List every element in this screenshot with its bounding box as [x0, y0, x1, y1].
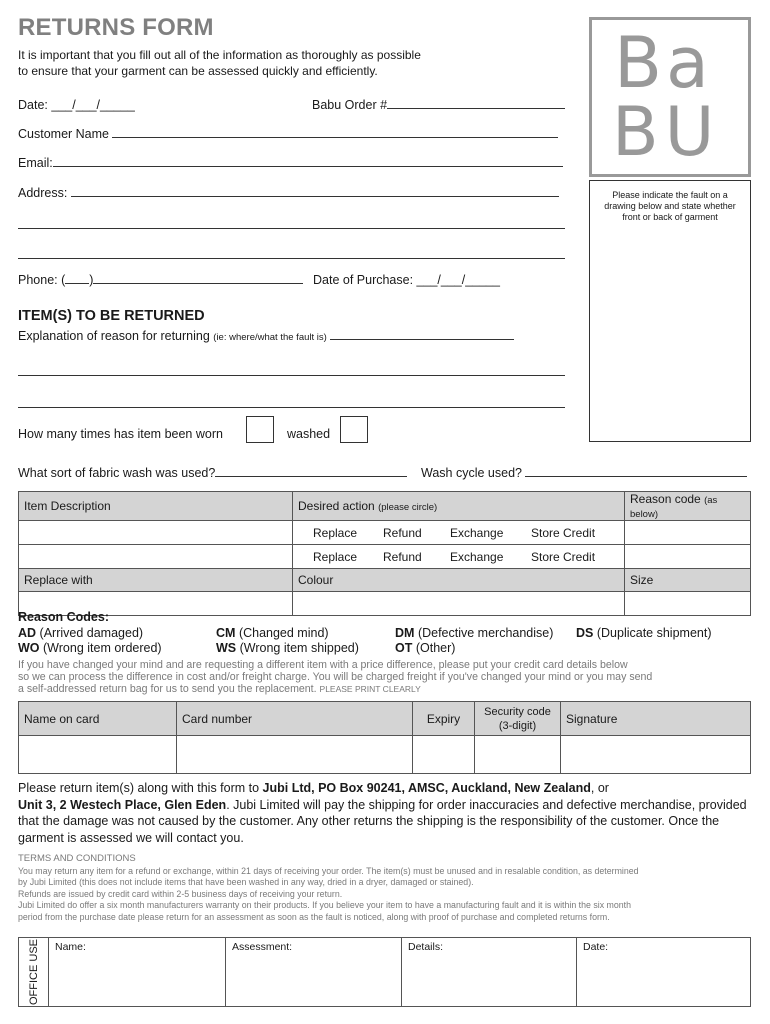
office-details-cell[interactable] [402, 938, 577, 1006]
note-line-3: a self-addressed return bag for us to send you the replacement. [18, 683, 317, 696]
item-description-header: Item Description [19, 492, 293, 521]
date-label: Date: [18, 98, 48, 112]
email-line[interactable] [53, 156, 563, 167]
fabric-wash-line[interactable] [215, 466, 407, 477]
action-exchange[interactable]: Exchange [450, 549, 504, 564]
address-label: Address: [18, 186, 68, 200]
card-table [18, 701, 751, 774]
code-ds: DS (Duplicate shipment) [576, 625, 712, 640]
logo-line-2: BU [612, 93, 721, 172]
office-use-label: OFFICE USE [28, 938, 40, 1006]
wash-cycle-field[interactable] [421, 466, 747, 480]
address-line-3[interactable] [18, 258, 565, 259]
office-assessment-cell[interactable] [226, 938, 402, 1006]
action-refund[interactable]: Refund [383, 525, 422, 540]
office-assessment-label: Assessment: [232, 941, 293, 953]
size-header: Size [625, 569, 751, 592]
reason-codes [18, 610, 758, 696]
reason-line-1[interactable] [330, 329, 514, 340]
purchase-date-format: ___/___/_____ [416, 273, 500, 287]
customer-name-field[interactable] [18, 127, 558, 141]
card-number-cell[interactable] [177, 736, 413, 774]
terms-line-5: period from the purchase date please return for an assessment as soon as the fault is noticed, along with proof of purchase and completed returns form. [18, 911, 610, 922]
terms-title: TERMS AND CONDITIONS [18, 853, 136, 864]
note-line-1: If you have changed your mind and are requesting a different item with a price difference, please put your credit card details below [18, 658, 628, 671]
action-store-credit[interactable]: Store Credit [531, 549, 596, 564]
reason-field[interactable] [18, 329, 514, 343]
date-field[interactable] [18, 98, 135, 112]
office-date-label: Date: [583, 941, 609, 953]
wash-cycle-line[interactable] [525, 466, 747, 477]
code-ws: WS (Wrong item shipped) [216, 641, 359, 655]
worn-count-box[interactable] [246, 416, 274, 443]
name-on-card-cell[interactable] [19, 736, 177, 774]
table-row [19, 736, 751, 774]
intro-line-1: It is important that you fill out all of the information as thoroughly as possible [18, 48, 421, 62]
reason-line-3[interactable] [18, 407, 565, 408]
reason-hint: (ie: where/what the fault is) [213, 332, 327, 343]
reason-code-list [18, 626, 758, 657]
brand-logo [589, 17, 751, 177]
terms-line-1: You may return any item for a refund or exchange, within 21 days of receiving your order. The item(s) must be unused and in resalable condition, as determined [18, 865, 639, 876]
code-ot: OT (Other) [395, 641, 456, 655]
purchase-date-field[interactable] [313, 273, 500, 287]
terms-line-3: Refunds are issued by credit card within 2-5 business days of receiving your return. [18, 888, 343, 899]
card-number-header: Card number [177, 702, 413, 736]
return-instructions [18, 780, 758, 846]
reason-code-cell[interactable] [625, 521, 751, 545]
print-clearly: PLEASE PRINT CLEARLY [319, 684, 421, 695]
action-store-credit[interactable]: Store Credit [531, 525, 596, 540]
note-line-2: so we can process the difference in cost and/or freight charge. You will be charged freight if you've changed your mind or you may send [18, 670, 653, 683]
security-code-label: Security code [484, 705, 551, 718]
item-description-cell[interactable] [19, 521, 293, 545]
action-options [293, 545, 625, 569]
fault-instructions: Please indicate the fault on a drawing below and state whether front or back of garment [604, 190, 736, 222]
washed-label: washed [287, 427, 331, 441]
security-code-hint: (3-digit) [498, 719, 537, 732]
replace-with-header: Replace with [19, 569, 293, 592]
reason-code-cell[interactable] [625, 545, 751, 569]
code-wo: WO (Wrong item ordered) [18, 641, 162, 655]
order-label: Babu Order # [312, 98, 388, 112]
office-details-label: Details: [408, 941, 444, 953]
phone-line[interactable] [93, 273, 303, 284]
reason-code-header [625, 492, 751, 521]
order-number-field[interactable] [312, 98, 565, 112]
item-table [18, 491, 751, 616]
email-field[interactable] [18, 156, 563, 170]
reason-line-2[interactable] [18, 375, 565, 376]
terms-and-conditions [18, 853, 753, 924]
return-text-3: . Jubi Limited will pay the shipping for order inaccuracies and defective merchandise, provided that the damage was not caused by the customer. Any other returns the shipping is the responsibility of the customer. Once the garment is assessed we will contact you. [18, 797, 747, 845]
page-title: RETURNS FORM [18, 14, 214, 41]
purchase-date-label: Date of Purchase: [313, 273, 414, 287]
intro-text [18, 47, 458, 79]
table-row [19, 521, 751, 545]
office-use-box [18, 937, 751, 1007]
action-replace[interactable]: Replace [313, 549, 358, 564]
signature-cell[interactable] [561, 736, 751, 774]
return-address-2: Unit 3, 2 Westech Place, Glen Eden [18, 797, 227, 812]
office-name-label: Name: [55, 941, 86, 953]
fabric-wash-field[interactable] [18, 466, 407, 480]
item-description-cell[interactable] [19, 545, 293, 569]
date-format: ___/___/_____ [51, 98, 135, 112]
signature-header: Signature [561, 702, 751, 736]
price-difference-note [18, 659, 758, 696]
return-text-2: , or [590, 781, 609, 795]
action-replace[interactable]: Replace [313, 525, 358, 540]
intro-line-2: to ensure that your garment can be assessed quickly and efficiently. [18, 64, 378, 78]
desired-action-hint: (please circle) [378, 502, 438, 513]
expiry-cell[interactable] [413, 736, 475, 774]
washed-count-box[interactable] [340, 416, 368, 443]
order-line[interactable] [387, 98, 565, 109]
logo-line-1: Ba [614, 22, 713, 104]
address-line-1[interactable] [71, 186, 559, 197]
fabric-wash-label: What sort of fabric wash was used? [18, 466, 216, 480]
terms-line-2: by Jubi Limited (this does not include items that have been washed in any way, dried in a dryer, damaged or stained). [18, 877, 474, 888]
code-ad: AD (Arrived damaged) [18, 625, 144, 640]
security-code-header [475, 702, 561, 736]
address-line-2[interactable] [18, 228, 565, 229]
phone-label: Phone: ( [18, 273, 66, 287]
desired-action-label: Desired action [298, 499, 375, 513]
customer-name-label: Customer Name [18, 127, 109, 141]
reason-code-hint: (as below) [630, 495, 718, 520]
return-address-1: Jubi Ltd, PO Box 90241, AMSC, Auckland, New Zealand [262, 781, 591, 795]
email-label: Email: [18, 156, 53, 170]
name-on-card-header: Name on card [19, 702, 177, 736]
table-row [19, 545, 751, 569]
terms-line-4: Jubi Limited do offer a six month manufacturers warranty on their products. If you believe your item to have a manufacturing fault and it is within the six month [18, 900, 631, 911]
reason-label: Explanation of reason for returning [18, 329, 210, 343]
customer-name-line[interactable] [112, 127, 558, 138]
phone-field[interactable] [18, 273, 303, 287]
fault-drawing-box[interactable] [589, 180, 751, 442]
reason-codes-title: Reason Codes: [18, 610, 109, 624]
wash-cycle-label: Wash cycle used? [421, 466, 522, 480]
office-use-side [19, 938, 49, 1006]
code-dm: DM (Defective merchandise) [395, 625, 554, 640]
reason-code-label: Reason code [630, 492, 701, 506]
security-code-cell[interactable] [475, 736, 561, 774]
phone-paren: ) [89, 273, 94, 287]
action-refund[interactable]: Refund [383, 549, 422, 564]
desired-action-header [293, 492, 625, 521]
action-options [293, 521, 625, 545]
office-name-cell[interactable] [49, 938, 226, 1006]
items-heading: ITEM(S) TO BE RETURNED [18, 308, 205, 324]
expiry-header: Expiry [413, 702, 475, 736]
action-exchange[interactable]: Exchange [450, 525, 504, 540]
worn-label: How many times has item been worn [18, 427, 223, 441]
office-date-cell[interactable] [577, 938, 750, 1006]
phone-area-line[interactable] [65, 273, 89, 284]
return-text-1: Please return item(s) along with this form to [18, 781, 263, 795]
address-field[interactable] [18, 186, 559, 200]
code-cm: CM (Changed mind) [216, 625, 329, 640]
colour-header: Colour [293, 569, 625, 592]
